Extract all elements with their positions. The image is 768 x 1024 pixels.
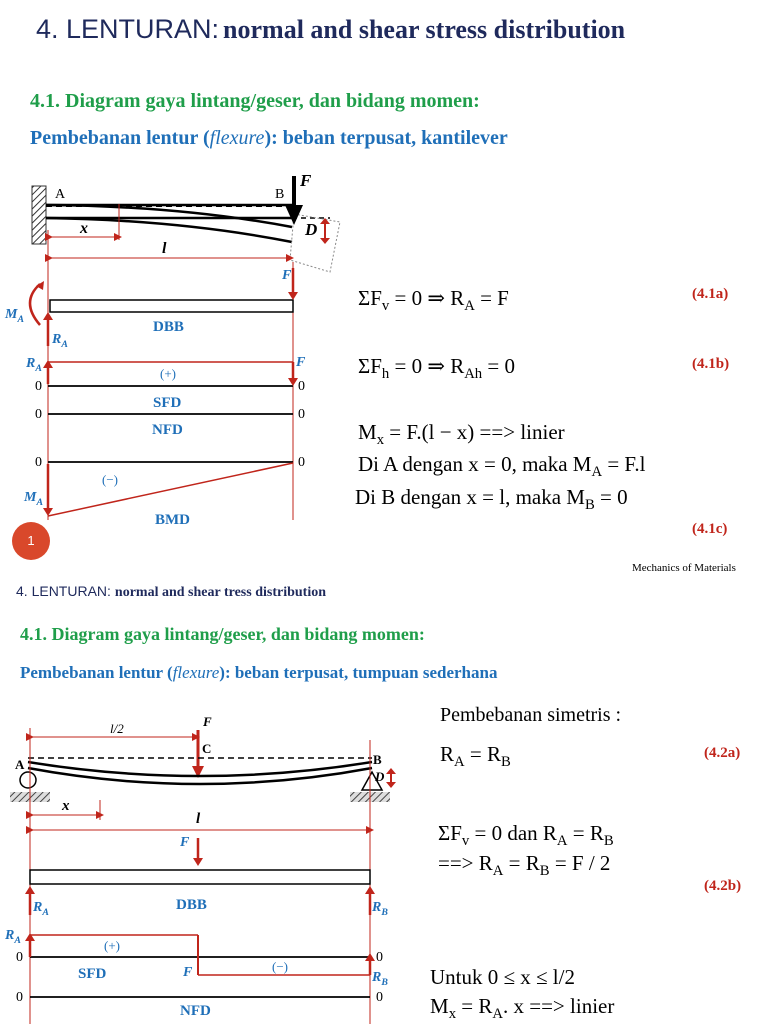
simetris-label: Pembebanan simetris : <box>440 704 622 726</box>
sfd-f-label: F <box>296 355 306 370</box>
deflection-d-label-2: D <box>375 769 385 784</box>
load-f-label: F <box>300 171 312 190</box>
sfd-zero-right: 0 <box>298 379 305 394</box>
sfd-minus-label-2: (−) <box>272 959 288 974</box>
eq-4-2b-line2: ==> $R_A = R_B = F / 2$ <box>438 851 611 880</box>
slide2-subtitle: 4.1. Diagram gaya lintang/geser, dan bidang momen: <box>20 624 425 644</box>
slide2-title-rest: normal and shear tress distribution <box>114 585 326 600</box>
load-f-label-2: F <box>203 714 212 729</box>
x-dim-label: x <box>80 220 88 237</box>
sfd-label-2: SFD <box>78 966 107 982</box>
deflection-d-label: D <box>305 220 318 239</box>
nfd-zero-right-2: 0 <box>376 990 383 1005</box>
l-dim-label: l <box>162 240 167 257</box>
point-b-label: B <box>275 187 285 202</box>
slide1-heading-c: ): beban terpusat, kantilever <box>264 127 508 149</box>
untuk-range: Untuk 0 ≤ x ≤ l/2 <box>430 965 575 989</box>
eq-4-1b: $\Sigma F_h = 0$ ⇒ $R_{Ah} = 0$ <box>358 354 515 383</box>
tag-4-1c: (4.1c) <box>692 521 728 537</box>
bmd-minus-label: (−) <box>102 472 118 487</box>
point-c-label: C <box>202 741 212 756</box>
nfd-zero-left: 0 <box>35 407 42 422</box>
tag-4-1a: (4.1a) <box>692 286 729 302</box>
tag-4-1b: (4.1b) <box>692 356 730 372</box>
slide2-title-prefix: 4. LENTURAN: <box>16 583 111 599</box>
point-b-label-2: B <box>373 752 382 767</box>
tag-4-2b: (4.2b) <box>704 878 742 894</box>
eq-4-2b-line1: $\Sigma F_v = 0$ dan $R_A = R_B$ <box>438 821 614 850</box>
ra-label-1: $R_A$ <box>52 332 68 350</box>
ra-label-2: $R_A$ <box>26 356 42 374</box>
eq-mx-2: $M_x = R_A$. x ==> linier <box>430 994 615 1023</box>
nfd-label-2: NFD <box>180 1003 211 1019</box>
eq-4-1a: $\Sigma F_v = 0$ ⇒ $R_A = F$ <box>358 286 509 315</box>
page-number: 1 <box>27 533 35 548</box>
roller-support <box>20 772 36 788</box>
x-dim-label-2: x <box>62 798 70 814</box>
sfd-label: SFD <box>153 395 182 411</box>
sfd-zero-right-2: 0 <box>376 950 383 965</box>
ma-label-1: $M_A$ <box>5 307 24 325</box>
dbb-label-2: DBB <box>176 897 207 913</box>
bmd-label: BMD <box>155 512 190 528</box>
dbb-f-label: F <box>282 268 292 283</box>
sfd-zero-left-2: 0 <box>16 950 23 965</box>
slide1-heading-a: Pembebanan lentur ( <box>30 127 210 149</box>
nfd-zero-right: 0 <box>298 407 305 422</box>
tag-4-2a: (4.2a) <box>704 745 741 761</box>
sfd-plus-label-2: (+) <box>104 938 120 953</box>
sfd-zero-left: 0 <box>35 379 42 394</box>
dbb-f-label-2: F <box>180 835 190 850</box>
rb-label-2: $R_B$ <box>372 970 388 988</box>
eq-di-b: Di B dengan x = l, maka $M_B = 0$ <box>355 485 628 514</box>
dbb-beam-2 <box>30 870 370 884</box>
nfd-label: NFD <box>152 422 183 438</box>
point-a-label: A <box>55 187 66 202</box>
nfd-zero-left-2: 0 <box>16 990 23 1005</box>
eq-mx: $M_x = F.(l - x)$ ==> linier <box>358 420 565 449</box>
slide1-heading-b: flexure <box>209 127 265 149</box>
half-span-label: l/2 <box>110 721 124 736</box>
bmd-zero-left: 0 <box>35 455 42 470</box>
footer-label: Mechanics of Materials <box>632 562 736 574</box>
eq-di-a: Di A dengan x = 0, maka $M_A = F.l$ <box>358 452 646 481</box>
slide1-title-rest: normal and shear stress distribution <box>223 15 626 44</box>
ra-label-4: $R_A$ <box>5 928 21 946</box>
slide2-heading-c: ): beban terpusat, tumpuan sederhana <box>219 663 498 682</box>
l-dim-label-2: l <box>196 811 201 827</box>
slide2-heading-a: Pembebanan lentur ( <box>20 663 173 682</box>
rb-label-1: $R_B$ <box>372 900 388 918</box>
point-a-label-2: A <box>15 757 25 772</box>
bmd-zero-right: 0 <box>298 455 305 470</box>
slide1-subtitle: 4.1. Diagram gaya lintang/geser, dan bidang momen: <box>30 90 480 112</box>
sfd-plus-label: (+) <box>160 366 176 381</box>
sfd-f-label-2: F <box>183 965 193 980</box>
slide2-heading-b: flexure <box>172 663 220 682</box>
ra-label-3: $R_A$ <box>33 900 49 918</box>
dbb-label: DBB <box>153 319 184 335</box>
ma-label-2: $M_A$ <box>24 490 43 508</box>
slide1-title-prefix: 4. LENTURAN: <box>36 14 220 44</box>
eq-4-2a: $R_A = R_B$ <box>440 742 511 771</box>
